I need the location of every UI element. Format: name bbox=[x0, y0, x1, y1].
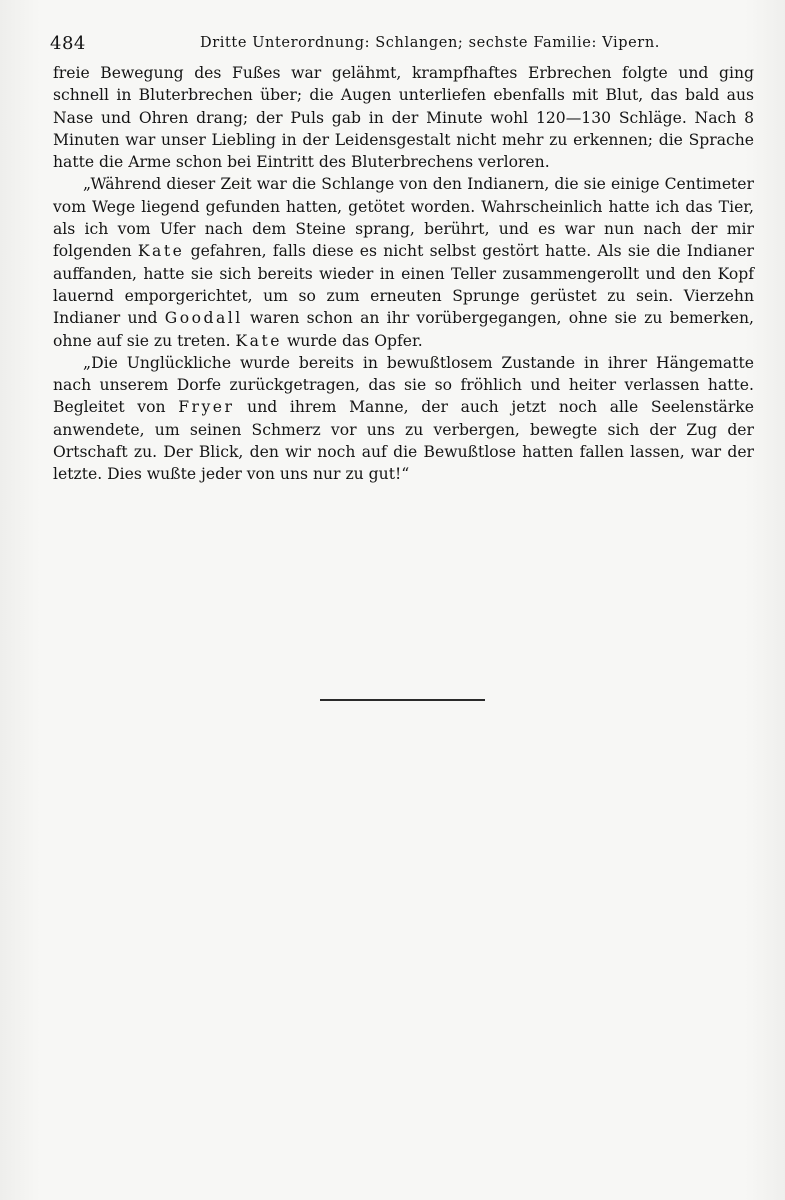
page-number: 484 bbox=[50, 33, 86, 54]
paragraph-2 bbox=[53, 173, 754, 351]
section-end-rule bbox=[320, 699, 485, 701]
paragraph-3-text-b: und ihrem Manne, der auch jetzt noch alle Seelenstärke anwendete, um seinen Schmerz vor uns zu verbergen, bewegte sich der Zug der Ortschaft zu. Der Blick, den wir noch auf die Bewußtlose hatten fallen lassen, war der letzte. Dies wußte jeder von uns nur zu gut!“ bbox=[53, 398, 754, 484]
paragraph-2-text-c: waren schon an ihr vorübergegangen, ohne sie zu bemerken, ohne auf sie zu treten. bbox=[53, 309, 755, 350]
paragraph-3 bbox=[53, 352, 754, 486]
running-head: Dritte Unterordnung: Schlangen; sechste Familie: Vipern. bbox=[200, 35, 660, 51]
paragraph-3-text-a: „Die Unglückliche wurde bereits in bewußtlosem Zustande in ihrer Hängematte nach unserem Dorfe zurückgetragen, das sie so fröhlich und heiter verlassen hatte. Begleitet von bbox=[53, 353, 754, 417]
paragraph-1: freie Bewegung des Fußes war gelähmt, krampfhaftes Erbrechen folgte und ging schnell in Bluterbrechen über; die Augen unterliefen ebenfalls mit Blut, das bald aus Nase und Ohren drang; der Puls gab in der Minute wohl 120—130 Schläge. Nach 8 Minuten war unser Liebling in der Leidensgestalt nicht mehr zu erkennen; die Sprache hatte die Arme schon bei Eintritt des Bluterbrechens verloren. bbox=[53, 64, 754, 172]
name-fryer: Fryer bbox=[178, 398, 235, 417]
body-text bbox=[53, 62, 754, 486]
name-kate-2: Kate bbox=[235, 331, 282, 350]
paragraph-2-text-a: „Während dieser Zeit war die Schlange von den Indianern, die sie einige Centimeter vom Wege liegend gefunden hatten, getötet worden. Wahrscheinlich hatte ich das Tier, als ich vom Ufer nach dem Steine sprang, berührt, und es war nun nach der mir folgenden bbox=[53, 175, 754, 261]
page-header bbox=[50, 33, 750, 57]
name-goodall: Goodall bbox=[164, 309, 243, 328]
name-kate: Kate bbox=[137, 242, 185, 261]
paragraph-2-text-b: gefahren, falls diese es nicht selbst gestört hatte. Als sie die Indianer auffanden, hatte sie sich bereits wieder in einen Teller zusammengerollt und den Kopf lauernd emporgerichtet, um so zum erneuten Sprunge gerüstet zu sein. Vierzehn Indianer und bbox=[53, 242, 754, 328]
paragraph-2-text-d: wurde das Opfer. bbox=[281, 331, 423, 350]
